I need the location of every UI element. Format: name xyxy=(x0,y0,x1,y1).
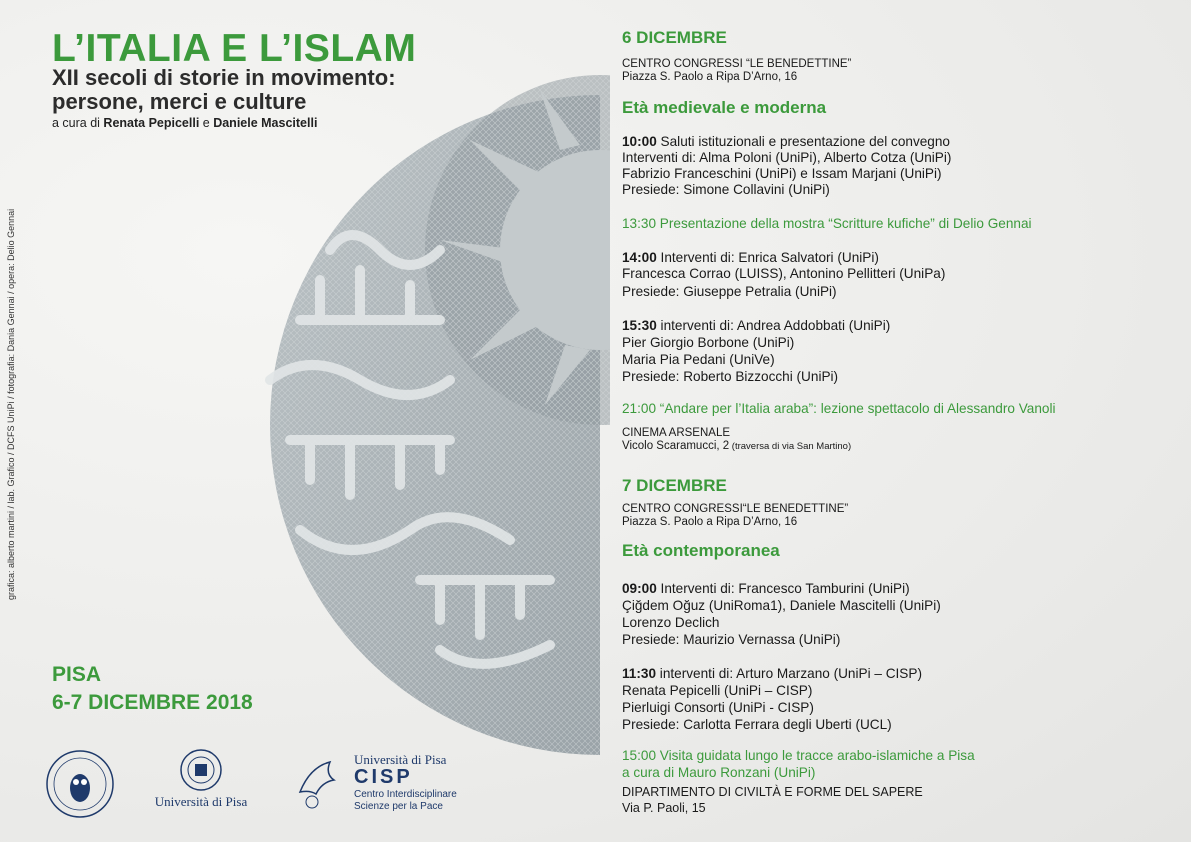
day2-session1-time: 09:00 xyxy=(622,581,657,596)
day1-session3-line3: Presiede: Giuseppe Petralia (UniPi) xyxy=(622,284,837,299)
day2-session2-line2: Renata Pepicelli (UniPi – CISP) xyxy=(622,683,813,698)
day1-session4-line2: Pier Giorgio Borbone (UniPi) xyxy=(622,335,795,350)
day2-session3-address: Via P. Paoli, 15 xyxy=(622,801,706,815)
curators xyxy=(52,116,317,130)
day2-session2-line4: Presiede: Carlotta Ferrara degli Uberti (UCL) xyxy=(622,717,892,732)
day1-session3-time: 14:00 xyxy=(622,250,657,265)
day1-session1-line3: Fabrizio Franceschini (UniPi) e Issam Marjani (UniPi) xyxy=(622,166,942,181)
cisp-logo xyxy=(292,752,462,816)
day1-address: Piazza S. Paolo a Ripa D’Arno, 16 xyxy=(622,71,798,83)
day1-venue: CENTRO CONGRESSI “LE BENEDETTINE” xyxy=(622,58,852,70)
day2-session2-line3: Pierluigi Consorti (UniPi - CISP) xyxy=(622,700,814,715)
unipisa-logo xyxy=(146,748,256,812)
dcfs-owl-logo xyxy=(44,748,116,820)
day2-session1-title: Interventi di: Francesco Tamburini (UniPi) xyxy=(656,581,910,596)
day2-session3-line2: a cura di Mauro Ronzani (UniPi) xyxy=(622,765,816,780)
event-city: PISA xyxy=(52,663,102,686)
day1-date: 6 DICEMBRE xyxy=(622,28,727,47)
day1-session5-note: (traversa di via San Martino) xyxy=(729,441,852,452)
day1-session4-line1 xyxy=(622,318,890,334)
unipisa-seal-icon xyxy=(146,748,256,794)
credits-vertical xyxy=(6,210,18,600)
day1-session1-line2: Interventi di: Alma Poloni (UniPi), Alberto Cotza (UniPi) xyxy=(622,150,952,165)
day1-session3-line2: Francesca Corrao (LUISS), Antonino Pellitteri (UniPa) xyxy=(622,266,946,281)
day1-session2: 13:30 Presentazione della mostra “Scritture kufiche” di Delio Gennai xyxy=(622,216,1032,231)
day2-session2-title: interventi di: Arturo Marzano (UniPi – CISP) xyxy=(656,666,922,681)
day2-session3-venue: DIPARTIMENTO DI CIVILTÀ E FORME DEL SAPERE xyxy=(622,785,923,799)
day2-session1-line2: Çiğdem Oğuz (UniRoma1), Daniele Mascitelli (UniPi) xyxy=(622,598,941,613)
main-title: L’ITALIA E L’ISLAM xyxy=(52,27,417,70)
subtitle-line-2: persone, merci e culture xyxy=(52,89,307,114)
day1-session4-line4: Presiede: Roberto Bizzocchi (UniPi) xyxy=(622,369,839,384)
day1-session4-line3: Maria Pia Pedani (UniVe) xyxy=(622,352,775,367)
day2-address: Piazza S. Paolo a Ripa D’Arno, 16 xyxy=(622,516,798,528)
credits-text: grafica: alberto martini / lab. Grafico / DCFS UniPi / fotografia: Dania Gennai / opera: Delio Gennai xyxy=(6,208,16,600)
day2-session1-line3: Lorenzo Declich xyxy=(622,615,720,630)
cisp-acronym: CISP xyxy=(354,766,413,788)
day2-section: Età contemporanea xyxy=(622,541,780,560)
curator-2: Daniele Mascitelli xyxy=(213,116,318,130)
day1-section: Età medievale e moderna xyxy=(622,98,827,117)
day1-session1-line4: Presiede: Simone Collavini (UniPi) xyxy=(622,182,830,197)
day1-session5: 21:00 “Andare per l’Italia araba”: lezione spettacolo di Alessandro Vanoli xyxy=(622,401,1056,416)
day1-session5-address xyxy=(622,438,851,455)
day1-session1-title: Saluti istituzionali e presentazione del convegno xyxy=(656,134,950,149)
day2-venue: CENTRO CONGRESSI“LE BENEDETTINE” xyxy=(622,503,849,515)
curators-and: e xyxy=(199,116,214,130)
day2-date: 7 DICEMBRE xyxy=(622,476,727,495)
day2-session1-line4: Presiede: Maurizio Vernassa (UniPi) xyxy=(622,632,841,647)
subtitle xyxy=(52,66,396,114)
dove-icon xyxy=(292,752,352,816)
day1-session3-line1 xyxy=(622,250,879,266)
day1-session3-title: Interventi di: Enrica Salvatori (UniPi) xyxy=(656,250,879,265)
day1-session1-line1 xyxy=(622,134,950,150)
curator-1: Renata Pepicelli xyxy=(103,116,200,130)
event-dates: 6-7 DICEMBRE 2018 xyxy=(52,691,253,714)
day1-session5-venue: CINEMA ARSENALE xyxy=(622,427,731,439)
day1-session1-time: 10:00 xyxy=(622,134,657,149)
cisp-line-2: Scienze per la Pace xyxy=(354,801,443,812)
day2-session1-line1 xyxy=(622,581,910,597)
day2-session2-line1 xyxy=(622,666,922,682)
cisp-line-1: Centro Interdisciplinare xyxy=(354,789,457,800)
subtitle-line-1: XII secoli di storie in movimento: xyxy=(52,65,396,90)
day1-session4-time: 15:30 xyxy=(622,318,657,333)
unipisa-text: Università di Pisa xyxy=(154,794,248,809)
day1-session4-title: interventi di: Andrea Addobbati (UniPi) xyxy=(656,318,891,333)
curators-prefix: a cura di xyxy=(52,116,104,130)
cisp-university: Università di Pisa xyxy=(354,752,447,767)
day2-session3-line1: 15:00 Visita guidata lungo le tracce arabo-islamiche a Pisa xyxy=(622,748,975,763)
day1-session5-street: Vicolo Scaramucci, 2 xyxy=(622,440,730,452)
day2-session2-time: 11:30 xyxy=(622,666,657,681)
